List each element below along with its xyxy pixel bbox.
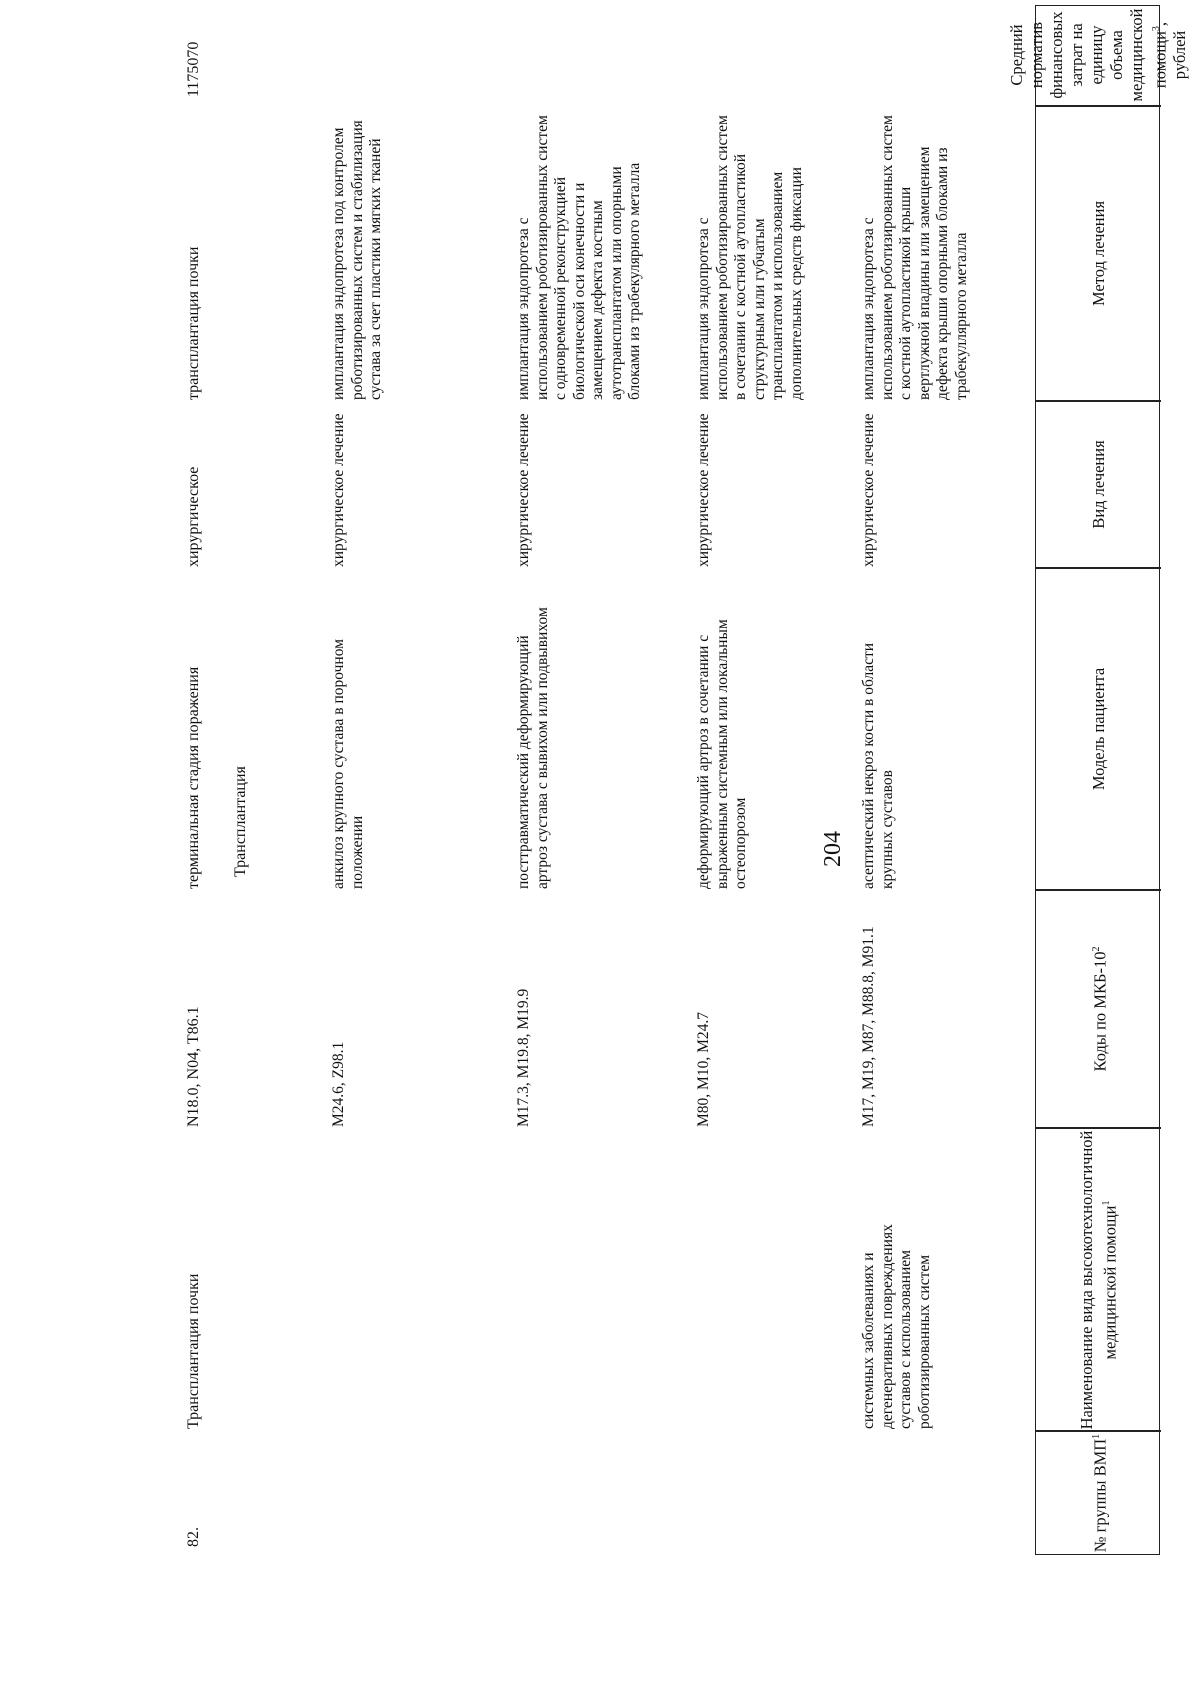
row2-model: деформирующий артроз в сочетании с выраженным системным или локальным остеопорозом [695,619,749,889]
header-type: Вид лечения [1088,440,1108,529]
section-transplantation: Трансплантация [232,766,249,877]
row82-cost: 1175070 [185,41,202,97]
row3-method: имплантация эндопротеза с использованием роботизированных систем с одновременной реконструкцией биологической оси конечности и замещением дефекта костным аутотрансплантатом или опорными блоками из трабекулярного металла [515,115,643,400]
header-method: Метод лечения [1088,200,1108,307]
row82-method: трансплантация почки [185,246,202,400]
continued-name: системных заболеваниях и дегенеративных повреждениях суставов с использованием роботизированных систем [860,1224,933,1429]
row4-codes: M24.6, Z98.1 [330,1041,347,1127]
row3-model: посттравматический деформирующий артроз сустава с вывихом или подвывихом [515,607,551,889]
row82-codes: N18.0, N04, T86.1 [185,1006,202,1127]
row2-codes: M80, M10, M24.7 [695,1012,712,1127]
row4-type: хирургическое лечение [330,413,347,567]
header-codes: Коды по МКБ-$10^2$ [1090,946,1110,1072]
row1-type: хирургическое лечение [860,413,877,567]
row82-model: терминальная стадия поражения [185,666,202,889]
row3-type: хирургическое лечение [515,413,532,567]
row4-method: имплантация эндопротеза под контролем роботизированных систем и стабилизация сустава за счет пластики мягких тканей [330,120,384,400]
row82-name: Трансплантация почки [185,1273,202,1429]
row2-method: имплантация эндопротеза с использованием роботизированных систем в сочетании с костной аутопластикой структурным или губчатым трансплантатом и использованием дополнительных средств фиксации [695,115,805,400]
row1-codes: M17, M19, M87, M88.8, M91.1 [860,926,877,1127]
row2-type: хирургическое лечение [695,413,712,567]
row82-type: хирургическое [185,466,202,567]
header-cost: Средний норматив финансовых затрат на единицу объема медицинской помощи$^3$, рублей [1006,8,1190,102]
row4-model: анкилоз крупного сустава в порочном положении [330,639,366,889]
row3-codes: M17.3, M19.8, M19.9 [515,988,532,1127]
header-no: № группы ВМП$^1$ [1090,1433,1110,1553]
row82-no: 82. [185,1527,202,1547]
page-number: 204 [820,831,846,867]
row1-method: имплантация эндопротеза с использованием роботизированных систем с костной аутопластикой крыши вертлужной впадины или замещением дефекта крыши опорными блоками из трабекуллярного металла [860,115,970,400]
row1-model: асептический некроз кости в области крупных суставов [860,642,896,889]
header-model: Модель пациента [1088,667,1108,791]
header-name: Наименование вида высокотехнологичной медицинской помощи$^1$ [1076,1130,1120,1430]
